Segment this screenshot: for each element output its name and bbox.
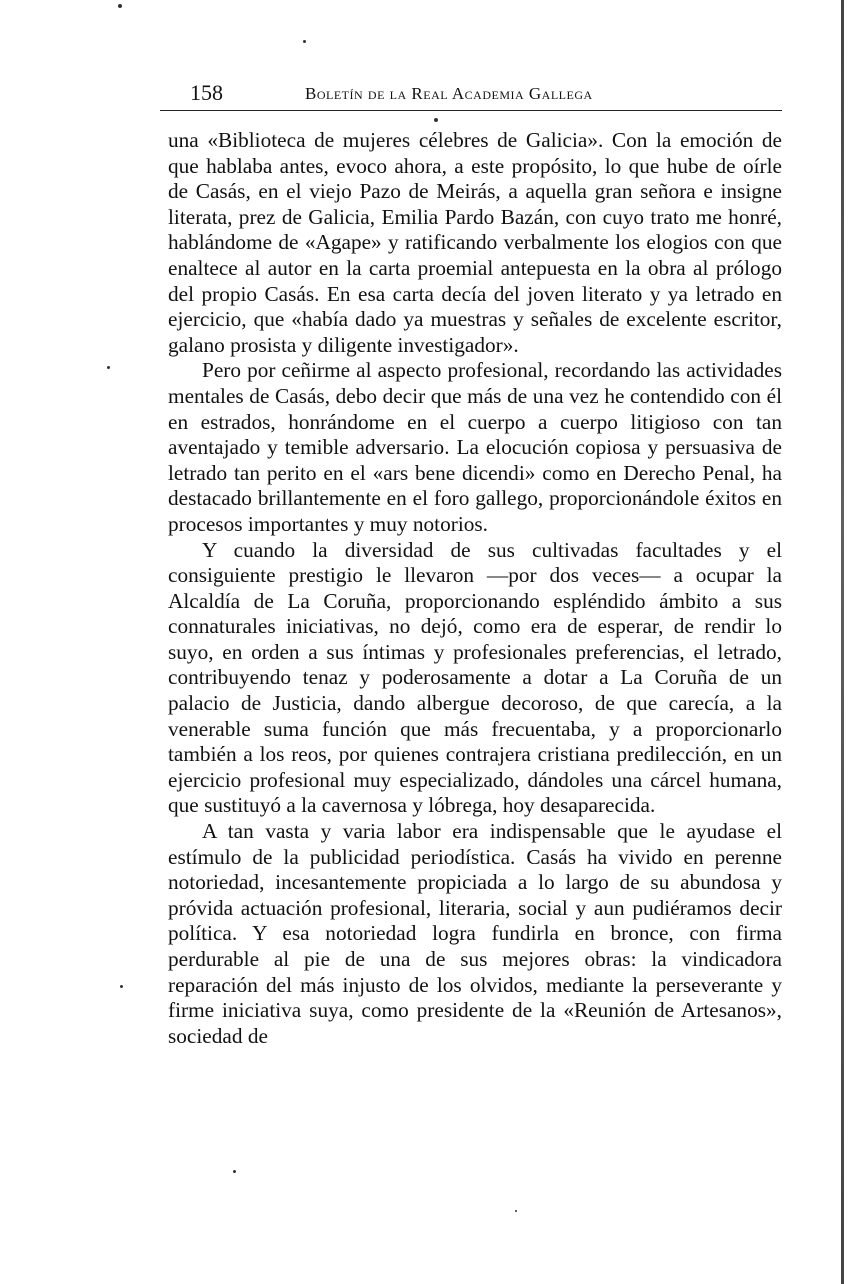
print-speck xyxy=(303,40,306,43)
page-edge-shadow xyxy=(841,0,844,1284)
running-title: Boletín de la Real Academia Gallega xyxy=(305,84,593,103)
print-speck xyxy=(120,985,123,988)
page-number: 158 xyxy=(190,80,223,105)
paragraph: Y cuando la diversidad de sus cultivadas facultades y el consiguiente prestigio le llevaron —por dos veces— a ocupar la Alcaldía de La Coruña, proporcionando espléndido ámbito a sus connaturales iniciativas, no dejó, como era de esperar, de rendir lo suyo, en orden a sus íntimas y profesionales preferencias, el letrado, contribuyendo tenaz y poderosamente a dotar a La Coruña de un palacio de Justicia, dando albergue decoroso, de que carecía, a la venerable suma función que más frecuentaba, y a proporcionarlo también a los reos, por quienes contrajera cristiana predilección, en un ejercicio profesional muy especializado, dándoles una cárcel humana, que sustituyó a la cavernosa y lóbrega, hoy desaparecida. xyxy=(168,537,782,818)
print-speck xyxy=(515,1210,517,1212)
paragraph-continued: una «Biblioteca de mujeres célebres de Galicia». Con la emoción de que hablaba antes, evoco ahora, a este propósito, lo que hube de oírle de Casás, en el viejo Pazo de Meirás, a aquella gran señora e insigne literata, prez de Galicia, Emilia Pardo Bazán, con cuyo trato me honré, hablándome de «Agape» y ratificando verbalmente los elogios con que enaltece al autor en la carta proemial antepuesta en la obra al prólogo del propio Casás. En esa carta decía del joven literato y ya letrado en ejercicio, que «había dado ya muestras y señales de excelente escritor, galano prosista y diligente investigador». xyxy=(168,128,782,357)
print-speck xyxy=(107,366,110,369)
page-header xyxy=(160,80,782,111)
print-speck xyxy=(434,118,438,122)
body-text xyxy=(168,128,782,1049)
print-speck xyxy=(233,1170,236,1173)
print-speck xyxy=(118,4,122,8)
paragraph: A tan vasta y varia labor era indispensable que le ayudase el estímulo de la publicidad periodística. Casás ha vivido en perenne notoriedad, incesantemente propiciada a lo largo de su abundosa y próvida actuación profesional, literaria, social y aun pudiéramos decir política. Y esa notoriedad logra fundirla en bronce, con firma perdurable al pie de una de sus mejores obras: la vindicadora reparación del más injusto de los olvidos, mediante la perseverante y firme iniciativa suya, como presidente de la «Reunión de Artesanos», sociedad de xyxy=(168,819,782,1048)
paragraph: Pero por ceñirme al aspecto profesional, recordando las actividades mentales de Casás, debo decir que más de una vez he contendido con él en estrados, honrándome en el cuerpo a cuerpo litigioso con tan aventajado y temible adversario. La elocución copiosa y persuasiva de letrado tan perito en el «ars bene dicendi» como en Derecho Penal, ha destacado brillantemente en el foro gallego, proporcionándole éxitos en procesos importantes y muy notorios. xyxy=(168,358,782,536)
